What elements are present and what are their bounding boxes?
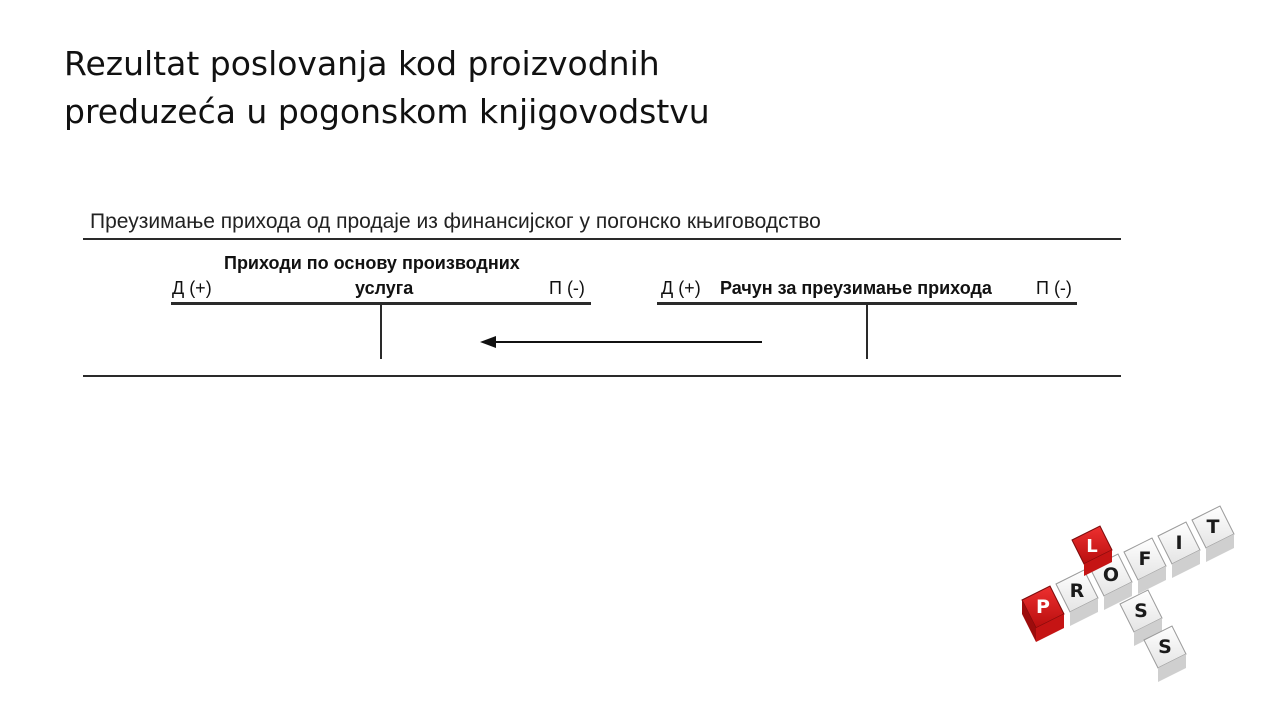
svg-text:T: T [1206, 516, 1220, 538]
cube-p [1022, 586, 1064, 642]
profit-loss-cubes-image [1012, 500, 1262, 695]
right-account-title: Рачун за преузимање прихода [720, 278, 992, 298]
diagram-caption: Преузимање прихода од продаје из финансијског у погонско књиговодство [90, 210, 821, 233]
right-account-debit-label: Д (+) [661, 278, 701, 298]
svg-text:I: I [1175, 532, 1183, 554]
right-account-credit-label: П (-) [1036, 278, 1072, 298]
diagram-top-rule [83, 238, 1121, 240]
slide-title-line-1: Rezultat poslovanja kod proizvodnih [64, 44, 660, 83]
slide-title-line-2: preduzeća u pogonskom knjigovodstvu [64, 92, 710, 131]
transfer-arrow-icon [478, 332, 768, 352]
slide-title [64, 40, 964, 136]
svg-text:L: L [1086, 536, 1098, 557]
svg-text:S: S [1134, 600, 1148, 622]
left-account-debit-label: Д (+) [172, 278, 212, 298]
left-account-title-line-1: Приходи по основу производних [224, 253, 520, 273]
left-account-credit-label: П (-) [549, 278, 585, 298]
left-account-title-line-2: услуга [355, 278, 414, 298]
svg-text:O: O [1102, 564, 1120, 586]
diagram-bottom-rule [83, 375, 1121, 377]
svg-text:P: P [1036, 596, 1050, 618]
svg-text:F: F [1138, 548, 1152, 570]
left-account-vertical-line [380, 304, 382, 359]
svg-text:R: R [1069, 580, 1085, 602]
right-account-vertical-line [866, 304, 868, 359]
svg-text:S: S [1158, 636, 1172, 658]
